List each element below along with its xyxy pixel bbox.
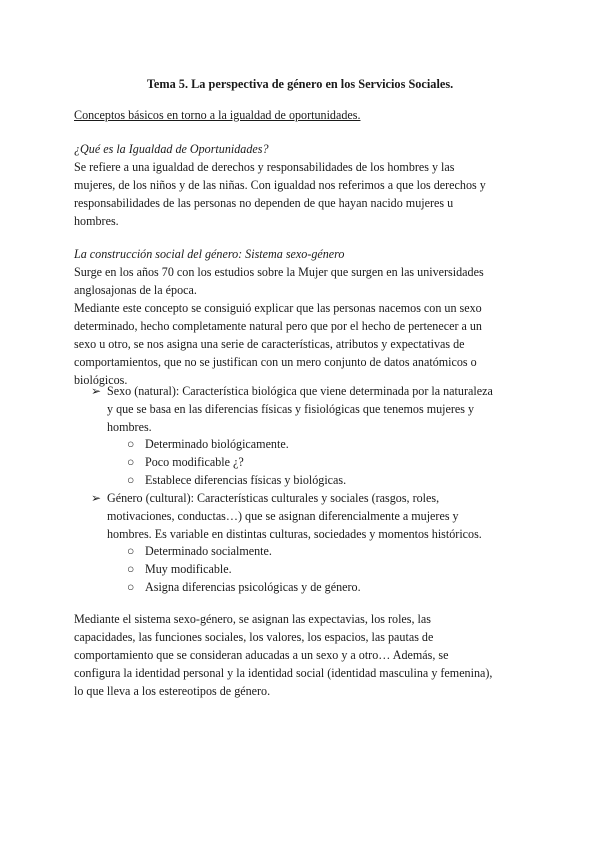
- circle-bullet-icon: ○: [127, 455, 135, 469]
- closing-paragraph: [74, 610, 534, 700]
- sex-gender-system-heading: La construcción social del género: Sistema sexo-género: [74, 247, 345, 261]
- equal-opportunity-question: ¿Qué es la Igualdad de Oportunidades?: [74, 142, 269, 156]
- paragraph-line: lo que lleva a los estereotipos de género.: [74, 684, 271, 698]
- sex-gender-system-paragraph: [74, 263, 534, 389]
- paragraph-line: comportamiento que se consideran aducadas a un sexo y a otro… Además, se: [74, 648, 449, 662]
- sub-bullet-text: Determinado socialmente.: [145, 544, 272, 558]
- circle-bullet-icon: ○: [127, 437, 135, 451]
- paragraph-line: sexo u otro, se nos asigna una serie de características, atributos y expectativas de: [74, 337, 465, 351]
- sub-bullet-text: Muy modificable.: [145, 562, 232, 576]
- paragraph-line: anglosajonas de la época.: [74, 283, 197, 297]
- bullet-text: [107, 489, 482, 543]
- paragraph-line: determinado, hecho completamente natural pero que por el hecho de pertenecer a un: [74, 319, 482, 333]
- bullet-line: hombres.: [107, 420, 152, 434]
- paragraph-line: comportamientos, que no se justifican con un mero conjunto de datos anatómicos o: [74, 355, 477, 369]
- bullet-line: Sexo (natural): Característica biológica que viene determinada por la naturaleza: [107, 384, 493, 398]
- circle-bullet-icon: ○: [127, 580, 135, 594]
- paragraph-line: Mediante este concepto se consiguió explicar que las personas nacemos con un sexo: [74, 301, 482, 315]
- equal-opportunity-paragraph: [74, 158, 534, 230]
- paragraph-line: hombres.: [74, 214, 119, 228]
- circle-bullet-icon: ○: [127, 473, 135, 487]
- bullet-text: [107, 382, 493, 436]
- paragraph-line: capacidades, las funciones sociales, los valores, los espacios, las pautas de: [74, 630, 434, 644]
- circle-bullet-icon: ○: [127, 562, 135, 576]
- section-heading: Conceptos básicos en torno a la igualdad de oportunidades.: [74, 108, 361, 122]
- bullet-line: y que se basa en las diferencias físicas y fisiológicas que tenemos mujeres y: [107, 402, 475, 416]
- paragraph-line: configura la identidad personal y la identidad social (identidad masculina y femenina),: [74, 666, 493, 680]
- bullet-line: hombres. Es variable en distintas culturas, sociedades y momentos históricos.: [107, 527, 482, 541]
- bullet-line: motivaciones, conductas…) que se asignan diferencialmente a mujeres y: [107, 509, 459, 523]
- sub-bullet-text: Determinado biológicamente.: [145, 437, 289, 451]
- sub-bullet-text: Poco modificable ¿?: [145, 455, 244, 469]
- page-title: Tema 5. La perspectiva de género en los Servicios Sociales.: [146, 77, 454, 91]
- paragraph-line: responsabilidades de las personas no dependen de que hayan nacido mujeres u: [74, 196, 454, 210]
- sub-bullet-text: Asigna diferencias psicológicas y de género.: [145, 580, 361, 594]
- sub-bullet-text: Establece diferencias físicas y biológicas.: [145, 473, 347, 487]
- paragraph-line: mujeres, de los niños y de las niñas. Con igualdad nos referimos a que los derechos y: [74, 178, 486, 192]
- paragraph-line: Surge en los años 70 con los estudios sobre la Mujer que surgen en las universidades: [74, 265, 484, 279]
- circle-bullet-icon: ○: [127, 544, 135, 558]
- paragraph-line: Mediante el sistema sexo-género, se asignan las expectavias, los roles, las: [74, 612, 431, 626]
- paragraph-line: Se refiere a una igualdad de derechos y responsabilidades de los hombres y las: [74, 160, 455, 174]
- arrow-bullet-icon: ➢: [91, 384, 102, 398]
- bullet-line: Género (cultural): Características culturales y sociales (rasgos, roles,: [107, 491, 440, 505]
- paragraph-line: biológicos.: [74, 373, 128, 387]
- arrow-bullet-icon: ➢: [91, 491, 102, 505]
